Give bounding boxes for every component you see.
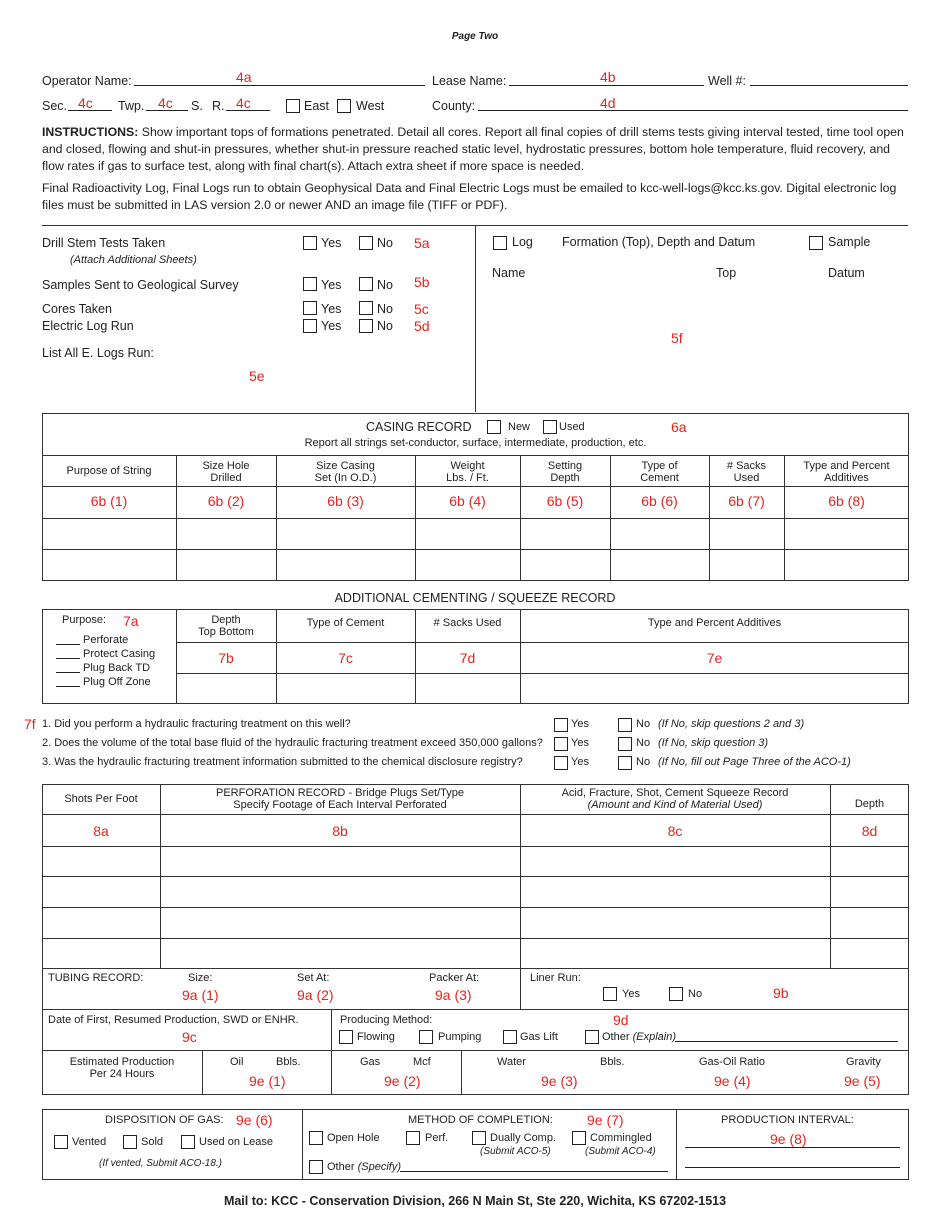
acid-header-line2: (Amount and Kind of Material Used) bbox=[587, 799, 763, 811]
fracturing-question: 2. Does the volume of the total base fluid of the hydraulic fracturing treatment exceed 350,000 gallons? bbox=[42, 737, 543, 749]
log-label: Log bbox=[512, 235, 533, 249]
cementing-sacks-header: # Sacks Used bbox=[433, 617, 502, 629]
instructions-text: Show important tops of formations penetrated. Detail all cores. Report all final copies of drill stems tests giving interval tested, time tool open and closed, flowing and shut-in pressures, whether shut-in pressure reached static level, hydrostatic pressures, bottom hole temperature, fluid recovery, and flow rates if gas to surface test, along with final chart(s). Attach extra sheet if more space is needed. bbox=[42, 125, 904, 173]
county-field[interactable] bbox=[478, 110, 908, 111]
casing-header-depth-line1: Setting bbox=[547, 460, 583, 472]
casing-header-size bbox=[276, 460, 415, 484]
gas-mcf-label: Mcf bbox=[413, 1056, 431, 1068]
pumping-checkbox[interactable] bbox=[419, 1030, 433, 1044]
perforation-code-cell: 8c bbox=[667, 823, 683, 839]
q2-no-checkbox[interactable] bbox=[618, 737, 632, 751]
dually-comp-note: (Submit ACO-5) bbox=[480, 1146, 551, 1157]
plug-back-blank[interactable] bbox=[56, 672, 80, 673]
other-completion-label bbox=[327, 1161, 401, 1173]
flowing-checkbox[interactable] bbox=[339, 1030, 353, 1044]
logs-instructions: Final Radioactivity Log, Final Logs run to obtain Geophysical Data and Final Electric Logs must be emailed to kcc-well-logs@kcc.ks.gov. Digital electronic log files must be submitted in LAS version 2.0 or newer AND an image file (TIFF or PDF). bbox=[42, 181, 897, 212]
casing-header-size-line1: Size Casing bbox=[316, 460, 375, 472]
cementing-additives-header: Type and Percent Additives bbox=[647, 617, 782, 629]
sold-label: Sold bbox=[141, 1136, 164, 1148]
q1-no-label: No bbox=[636, 718, 651, 730]
tubing-size-code: 9a (1) bbox=[182, 987, 219, 1003]
other-method-label bbox=[602, 1031, 676, 1043]
elog-no-label: No bbox=[377, 319, 393, 333]
perforation-code-cell: 8d bbox=[861, 823, 878, 839]
cores-no-checkbox[interactable] bbox=[359, 301, 373, 315]
casing-rule bbox=[42, 549, 909, 550]
cementing-depth-header bbox=[176, 614, 276, 638]
perforation-rule bbox=[42, 938, 909, 939]
producing-method-label: Producing Method: bbox=[340, 1014, 433, 1026]
interval-code: 9e (8) bbox=[770, 1131, 807, 1147]
interval-field[interactable] bbox=[685, 1167, 900, 1168]
perforation-header bbox=[160, 787, 520, 811]
gaslift-label: Gas Lift bbox=[520, 1031, 558, 1043]
liner-yes-label: Yes bbox=[622, 988, 640, 1000]
perforation-col-rule bbox=[830, 784, 831, 968]
cementing-code-cell: 7e bbox=[706, 650, 723, 666]
fracturing-code: 7f bbox=[24, 716, 36, 732]
samples-yes-checkbox[interactable] bbox=[303, 277, 317, 291]
r-label: R. bbox=[212, 99, 225, 113]
other-completion-note: (Specify) bbox=[357, 1161, 401, 1173]
casing-new-label: New bbox=[508, 421, 531, 433]
sample-label: Sample bbox=[828, 235, 871, 249]
production-code: 9e (4) bbox=[714, 1073, 751, 1089]
cementing-rule bbox=[176, 642, 909, 643]
water-bbls-label: Bbls. bbox=[600, 1056, 625, 1068]
casing-header-hole bbox=[176, 460, 276, 484]
fracturing-question: 3. Was the hydraulic fracturing treatment information submitted to the chemical disclosure registry? bbox=[42, 756, 523, 768]
east-checkbox[interactable] bbox=[286, 99, 300, 113]
lease-code: 4b bbox=[600, 69, 616, 85]
cementing-type-header: Type of Cement bbox=[306, 617, 385, 629]
casing-header-cement bbox=[610, 460, 709, 484]
purpose-option: Protect Casing bbox=[83, 648, 156, 660]
east-label: East bbox=[304, 99, 330, 113]
flowing-label: Flowing bbox=[357, 1031, 395, 1043]
purpose-option: Plug Back TD bbox=[83, 662, 151, 674]
cementing-rule bbox=[176, 673, 909, 674]
casing-header-depth-line2: Depth bbox=[550, 472, 580, 484]
samples-no-label: No bbox=[377, 278, 393, 292]
casing-header-purpose: Purpose of String bbox=[66, 465, 152, 477]
acid-header bbox=[520, 787, 830, 811]
other-completion-field[interactable] bbox=[400, 1171, 668, 1172]
county-code: 4d bbox=[600, 95, 616, 111]
elogs-list-code: 5e bbox=[249, 368, 265, 384]
mail-to-footer: Mail to: KCC - Conservation Division, 266 N Main St, Ste 220, Wichita, KS 67202-1513 bbox=[223, 1194, 727, 1208]
operator-code: 4a bbox=[236, 69, 252, 85]
other-completion-text: Other bbox=[327, 1161, 355, 1173]
protect-casing-blank[interactable] bbox=[56, 658, 80, 659]
formation-datum-header: Datum bbox=[828, 266, 865, 280]
tubing-rule bbox=[42, 1009, 909, 1010]
sold-checkbox[interactable] bbox=[123, 1135, 137, 1149]
dst-yes-checkbox[interactable] bbox=[303, 236, 317, 250]
oil-bbls-label: Bbls. bbox=[276, 1056, 301, 1068]
sample-checkbox[interactable] bbox=[809, 236, 823, 250]
tubing-label: TUBING RECORD: bbox=[48, 972, 144, 984]
casing-title: CASING RECORD bbox=[366, 420, 472, 434]
casing-header-additives-line1: Type and Percent bbox=[803, 460, 890, 472]
casing-header-sacks-line2: Used bbox=[733, 472, 760, 484]
disposition-code: 9e (6) bbox=[236, 1112, 273, 1128]
casing-header-cement-line1: Type of bbox=[641, 460, 678, 472]
dst-note: (Attach Additional Sheets) bbox=[70, 254, 197, 266]
purpose-option: Plug Off Zone bbox=[83, 676, 151, 688]
shots-header: Shots Per Foot bbox=[64, 793, 138, 805]
casing-code: 6a bbox=[671, 419, 687, 435]
dst-no-label: No bbox=[377, 236, 393, 250]
operator-field[interactable] bbox=[134, 85, 425, 86]
liner-no-label: No bbox=[688, 988, 703, 1000]
well-field[interactable] bbox=[750, 85, 908, 86]
q1-yes-checkbox[interactable] bbox=[554, 718, 568, 732]
production-date-code: 9c bbox=[182, 1029, 197, 1045]
q3-no-label: No bbox=[636, 756, 651, 768]
production-code: 9e (2) bbox=[384, 1073, 421, 1089]
formation-top-header: Top bbox=[716, 266, 737, 280]
water-label: Water bbox=[497, 1056, 526, 1068]
instructions-heading: INSTRUCTIONS: bbox=[42, 125, 139, 139]
samples-no-checkbox[interactable] bbox=[359, 277, 373, 291]
cementing-depth-header-line2: Top Bottom bbox=[198, 626, 254, 638]
vented-note: (If vented, Submit ACO-18.) bbox=[99, 1158, 223, 1169]
well-label: Well #: bbox=[708, 74, 746, 88]
perforation-rule bbox=[42, 968, 909, 969]
cementing-code-cell: 7b bbox=[218, 650, 234, 666]
perforate-blank[interactable] bbox=[56, 644, 80, 645]
cementing-depth-header-line1: Depth bbox=[211, 614, 241, 626]
q2-yes-checkbox[interactable] bbox=[554, 737, 568, 751]
q3-yes-checkbox[interactable] bbox=[554, 756, 568, 770]
perforation-rule bbox=[42, 876, 909, 877]
plug-off-blank[interactable] bbox=[56, 686, 80, 687]
q1-yes-label: Yes bbox=[571, 718, 589, 730]
tubing-setat-code: 9a (2) bbox=[297, 987, 334, 1003]
production-code: 9e (3) bbox=[541, 1073, 578, 1089]
completion-col-rule bbox=[302, 1109, 303, 1180]
casing-code-cell: 6b (7) bbox=[728, 493, 765, 509]
cores-yes-label: Yes bbox=[321, 302, 342, 316]
casing-header-weight bbox=[415, 460, 520, 484]
completion-code: 9e (7) bbox=[587, 1112, 624, 1128]
producing-method-code: 9d bbox=[613, 1012, 629, 1028]
log-checkbox[interactable] bbox=[493, 236, 507, 250]
production-code: 9e (1) bbox=[249, 1073, 286, 1089]
dually-comp-label: Dually Comp. bbox=[490, 1132, 557, 1144]
elog-no-checkbox[interactable] bbox=[359, 319, 373, 333]
cores-code: 5c bbox=[414, 301, 429, 317]
casing-header-weight-line1: Weight bbox=[450, 460, 485, 472]
west-checkbox[interactable] bbox=[337, 99, 351, 113]
vented-label: Vented bbox=[72, 1136, 107, 1148]
casing-header-additives-line2: Additives bbox=[824, 472, 869, 484]
elog-label: Electric Log Run bbox=[42, 319, 134, 333]
elogs-list-label: List All E. Logs Run: bbox=[42, 346, 154, 360]
perforation-code-cell: 8b bbox=[332, 823, 348, 839]
west-label: West bbox=[356, 99, 385, 113]
commingled-checkbox[interactable] bbox=[572, 1131, 586, 1145]
q3-yes-label: Yes bbox=[571, 756, 589, 768]
sec-label: Sec. bbox=[42, 99, 68, 113]
perforation-rule bbox=[42, 907, 909, 908]
cementing-title: ADDITIONAL CEMENTING / SQUEEZE RECORD bbox=[334, 591, 616, 605]
formation-title: Formation (Top), Depth and Datum bbox=[562, 235, 756, 249]
other-method-note: (Explain) bbox=[632, 1031, 676, 1043]
estimated-production-label bbox=[42, 1056, 202, 1080]
q2-note: (If No, skip question 3) bbox=[658, 737, 769, 749]
cores-label: Cores Taken bbox=[42, 302, 112, 316]
samples-yes-label: Yes bbox=[321, 278, 342, 292]
q2-no-label: No bbox=[636, 737, 651, 749]
instructions bbox=[42, 124, 912, 175]
q3-note: (If No, fill out Page Three of the ACO-1) bbox=[658, 756, 851, 768]
casing-subtitle: Report all strings set-conductor, surface, intermediate, production, etc. bbox=[304, 437, 647, 449]
commingled-label: Commingled bbox=[590, 1132, 652, 1144]
casing-header-weight-line2: Lbs. / Ft. bbox=[446, 472, 489, 484]
liner-no-checkbox[interactable] bbox=[669, 987, 683, 1001]
casing-code-cell: 6b (6) bbox=[641, 493, 678, 509]
gas-oil-ratio-label: Gas-Oil Ratio bbox=[699, 1056, 766, 1068]
gravity-label: Gravity bbox=[846, 1056, 881, 1068]
oil-label: Oil bbox=[230, 1056, 244, 1068]
other-method-field[interactable] bbox=[675, 1041, 898, 1042]
samples-code: 5b bbox=[414, 274, 430, 290]
casing-new-checkbox[interactable] bbox=[487, 420, 501, 434]
formation-code: 5f bbox=[671, 330, 683, 346]
production-col-rule bbox=[461, 1050, 462, 1095]
samples-label: Samples Sent to Geological Survey bbox=[42, 278, 239, 292]
estimated-production-line2: Per 24 Hours bbox=[89, 1068, 155, 1080]
used-on-lease-checkbox[interactable] bbox=[181, 1135, 195, 1149]
casing-header-cement-line2: Cement bbox=[640, 472, 679, 484]
casing-header-depth bbox=[520, 460, 610, 484]
other-completion-checkbox[interactable] bbox=[309, 1160, 323, 1174]
production-date-label: Date of First, Resumed Production, SWD or ENHR. bbox=[48, 1014, 299, 1026]
interval-title: PRODUCTION INTERVAL: bbox=[721, 1114, 854, 1126]
casing-code-cell: 6b (1) bbox=[90, 493, 128, 509]
tubing-setat-label: Set At: bbox=[297, 972, 330, 984]
gaslift-checkbox[interactable] bbox=[503, 1030, 517, 1044]
commingled-note: (Submit ACO-4) bbox=[585, 1146, 656, 1157]
production-col-rule bbox=[331, 1009, 332, 1095]
casing-header-additives bbox=[784, 460, 909, 484]
formation-name-header: Name bbox=[492, 266, 526, 280]
lease-field[interactable] bbox=[509, 85, 704, 86]
casing-used-label: Used bbox=[559, 421, 585, 433]
production-col-rule bbox=[202, 1050, 203, 1095]
vented-checkbox[interactable] bbox=[54, 1135, 68, 1149]
fracturing-question: 1. Did you perform a hydraulic fracturing treatment on this well? bbox=[42, 718, 351, 730]
dst-label: Drill Stem Tests Taken bbox=[42, 236, 166, 250]
tubing-size-label: Size: bbox=[188, 972, 213, 984]
casing-used-checkbox[interactable] bbox=[543, 420, 557, 434]
tubing-packer-label: Packer At: bbox=[429, 972, 480, 984]
perforation-header-line1: PERFORATION RECORD - Bridge Plugs Set/Type bbox=[216, 787, 464, 799]
perforation-rule bbox=[42, 814, 909, 815]
casing-code-cell: 6b (2) bbox=[207, 493, 245, 509]
twp-label: Twp. bbox=[118, 99, 145, 113]
casing-header-sacks-line1: # Sacks bbox=[726, 460, 767, 472]
lease-label: Lease Name: bbox=[432, 74, 507, 88]
cores-no-label: No bbox=[377, 302, 393, 316]
cementing-code-cell: 7d bbox=[459, 650, 476, 666]
casing-header-hole-line1: Size Hole bbox=[202, 460, 250, 472]
open-hole-checkbox[interactable] bbox=[309, 1131, 323, 1145]
twp-code: 4c bbox=[158, 95, 173, 111]
perforation-rule bbox=[42, 846, 909, 847]
casing-code-cell: 6b (8) bbox=[828, 493, 865, 509]
gas-label: Gas bbox=[360, 1056, 381, 1068]
casing-header-size-line2: Set (In O.D.) bbox=[314, 472, 377, 484]
casing-header-sacks bbox=[709, 460, 784, 484]
purpose-code: 7a bbox=[123, 613, 139, 629]
casing-rule bbox=[42, 518, 909, 519]
liner-code: 9b bbox=[773, 985, 789, 1001]
section-column-divider bbox=[475, 226, 476, 412]
cementing-code-cell: 7c bbox=[338, 650, 353, 666]
production-code: 9e (5) bbox=[844, 1073, 881, 1089]
casing-code-cell: 6b (4) bbox=[449, 493, 486, 509]
elog-yes-checkbox[interactable] bbox=[303, 319, 317, 333]
perforation-col-rule bbox=[160, 784, 161, 968]
perforation-header-line2: Specify Footage of Each Interval Perforated bbox=[233, 799, 447, 811]
estimated-production-line1: Estimated Production bbox=[69, 1056, 175, 1068]
used-on-lease-label: Used on Lease bbox=[199, 1136, 273, 1148]
elog-code: 5d bbox=[414, 318, 430, 334]
pumping-label: Pumping bbox=[438, 1031, 482, 1043]
sec-code: 4c bbox=[78, 95, 93, 111]
dually-comp-checkbox[interactable] bbox=[472, 1131, 486, 1145]
s-label: S. bbox=[191, 99, 203, 113]
q2-yes-label: Yes bbox=[571, 737, 589, 749]
other-method-text: Other bbox=[602, 1031, 630, 1043]
casing-rule bbox=[42, 486, 909, 487]
open-hole-label: Open Hole bbox=[327, 1132, 380, 1144]
acid-header-line1: Acid, Fracture, Shot, Cement Squeeze Record bbox=[561, 787, 789, 799]
dst-yes-label: Yes bbox=[321, 236, 342, 250]
casing-code-cell: 6b (5) bbox=[546, 493, 584, 509]
completion-col-rule bbox=[676, 1109, 677, 1180]
operator-label: Operator Name: bbox=[42, 74, 132, 88]
interval-field[interactable] bbox=[685, 1147, 900, 1148]
perforation-depth-header: Depth bbox=[854, 798, 885, 810]
q3-no-checkbox[interactable] bbox=[618, 756, 632, 770]
dst-no-checkbox[interactable] bbox=[359, 236, 373, 250]
liner-label: Liner Run: bbox=[530, 972, 581, 984]
perf-checkbox[interactable] bbox=[406, 1131, 420, 1145]
r-code: 4c bbox=[236, 95, 251, 111]
tubing-packer-code: 9a (3) bbox=[435, 987, 472, 1003]
perf-label: Perf. bbox=[425, 1132, 449, 1144]
q1-no-checkbox[interactable] bbox=[618, 718, 632, 732]
county-label: County: bbox=[432, 99, 476, 113]
liner-yes-checkbox[interactable] bbox=[603, 987, 617, 1001]
purpose-label: Purpose: bbox=[62, 614, 107, 626]
perforation-col-rule bbox=[520, 784, 521, 1009]
elog-yes-label: Yes bbox=[321, 319, 342, 333]
casing-header-hole-line2: Drilled bbox=[210, 472, 242, 484]
dst-code: 5a bbox=[414, 235, 430, 251]
purpose-option: Perforate bbox=[83, 634, 129, 646]
other-method-checkbox[interactable] bbox=[585, 1030, 599, 1044]
casing-rule bbox=[42, 455, 909, 456]
page-title: Page Two bbox=[451, 31, 499, 42]
perforation-code-cell: 8a bbox=[93, 823, 109, 839]
disposition-title: DISPOSITION OF GAS: bbox=[105, 1114, 224, 1126]
casing-code-cell: 6b (3) bbox=[327, 493, 364, 509]
cores-yes-checkbox[interactable] bbox=[303, 301, 317, 315]
production-rule bbox=[42, 1050, 909, 1051]
q1-note: (If No, skip questions 2 and 3) bbox=[658, 718, 805, 730]
completion-title: METHOD OF COMPLETION: bbox=[408, 1114, 553, 1126]
